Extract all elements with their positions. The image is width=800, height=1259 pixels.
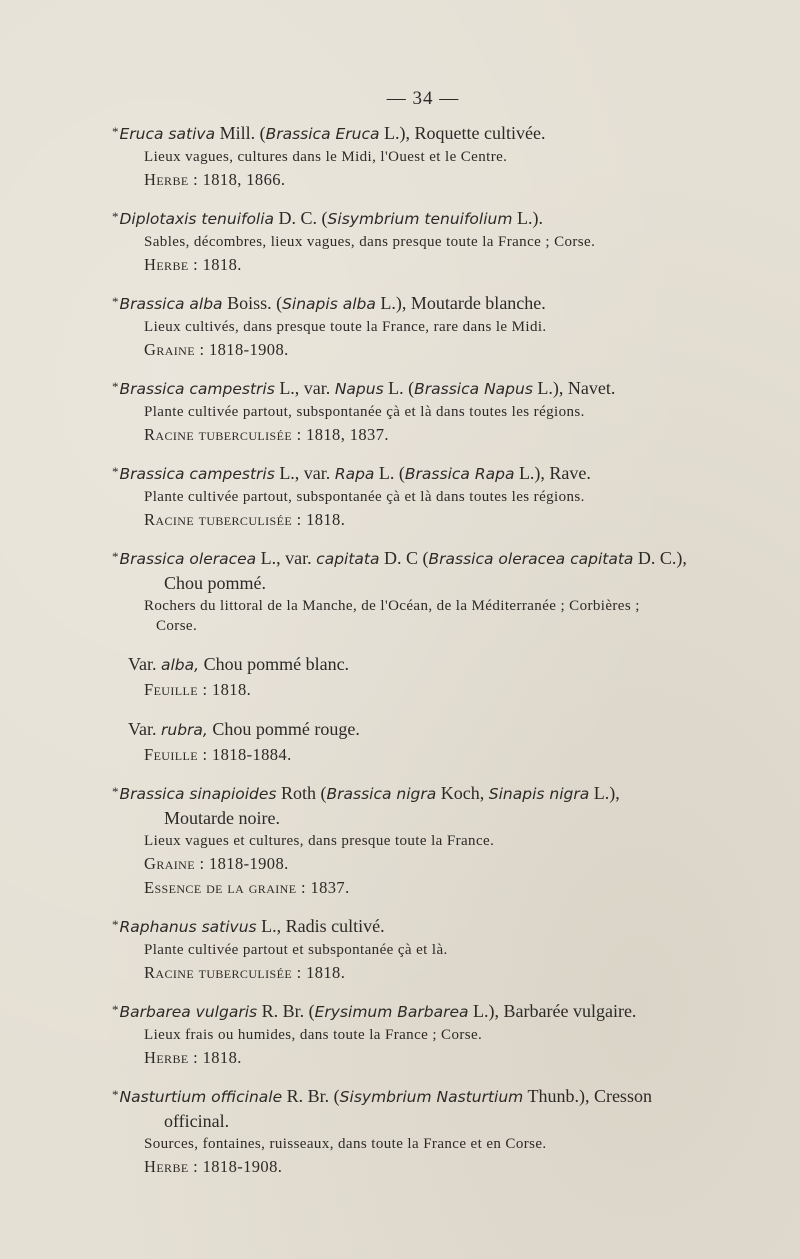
- species-entry-brassica-alba: [112, 290, 748, 361]
- used-part: Racine tuberculisée : 1818, 1837.: [144, 425, 389, 444]
- habitat: Sources, fontaines, ruisseaux, dans toute la France et en Corse.: [144, 1136, 547, 1152]
- scientific-name: Brassica campestris: [119, 380, 275, 398]
- scientific-name: Brassica oleracea: [119, 550, 257, 568]
- author: R. Br. (: [282, 1086, 340, 1106]
- common-name: Chou pommé blanc.: [199, 654, 350, 674]
- species-entry-eruca: [112, 120, 748, 191]
- scientific-name: Brassica sinapioides: [119, 785, 277, 803]
- habitat: Plante cultivée partout, subspontanée çà et là dans toutes les régions.: [144, 489, 585, 505]
- species-entry-nasturtium: [112, 1083, 748, 1178]
- common-name: Chou pommé.: [164, 573, 266, 593]
- scientific-name: Brassica campestris: [119, 465, 275, 483]
- variety-author: L. (: [374, 463, 405, 483]
- habitat-line: Rochers du littoral de la Manche, de l'Océan, de la Méditerranée ; Corbières ;: [144, 598, 640, 614]
- used-part: Feuille : 1818-1884.: [144, 745, 292, 764]
- cultivated-mark: *: [112, 1002, 119, 1017]
- cultivated-mark: *: [112, 1087, 119, 1102]
- species-entry-raphanus: [112, 913, 748, 984]
- variety-name: alba,: [161, 656, 200, 674]
- species-title: [112, 780, 748, 830]
- used-part: Graine : 1818-1908.: [144, 854, 289, 873]
- species-entry-barbarea: [112, 998, 748, 1069]
- synonym: Brassica Napus: [414, 380, 533, 398]
- habitat: Sables, décombres, lieux vagues, dans presque toute la France ; Corse.: [144, 234, 596, 250]
- used-part: Feuille : 1818.: [144, 680, 252, 699]
- cultivated-mark: *: [112, 294, 119, 309]
- scientific-name: Eruca sativa: [119, 125, 216, 143]
- used-part: Herbe : 1818, 1866.: [144, 170, 286, 189]
- habitat: Plante cultivée partout, subspontanée çà et là dans toutes les régions.: [144, 404, 585, 420]
- species-entry-diplotaxis: [112, 205, 748, 276]
- habitat: [144, 596, 748, 636]
- habitat: Lieux vagues et cultures, dans presque toute la France.: [144, 833, 495, 849]
- author: R. Br. (: [257, 1001, 315, 1021]
- common-name: L.), Barbarée vulgaire.: [468, 1001, 637, 1021]
- variety-rubra: [112, 717, 748, 766]
- scientific-name: Nasturtium officinale: [119, 1088, 283, 1106]
- common-name: Thunb.), Cresson: [523, 1086, 652, 1106]
- author-suffix: L.).: [512, 208, 543, 228]
- synonym: Brassica Eruca: [265, 125, 380, 143]
- habitat-line: Corse.: [156, 618, 198, 634]
- species-list: [112, 120, 748, 1192]
- synonym: Erysimum Barbarea: [314, 1003, 469, 1021]
- variety-alba: [112, 652, 748, 701]
- species-entry-napus: [112, 375, 748, 446]
- scientific-name: Diplotaxis tenuifolia: [119, 210, 275, 228]
- habitat: Lieux cultivés, dans presque toute la France, rare dans le Midi.: [144, 319, 547, 335]
- synonym-author: D. C.),: [633, 548, 687, 568]
- species-title: [112, 1083, 748, 1133]
- cultivated-mark: *: [112, 379, 119, 394]
- species-entry-rapa: [112, 460, 748, 531]
- common-name: Moutarde noire.: [164, 808, 280, 828]
- species-title: [112, 120, 748, 146]
- variety-author: D. C (: [379, 548, 429, 568]
- habitat: Plante cultivée partout et subspontanée çà et là.: [144, 942, 448, 958]
- used-part: Racine tuberculisée : 1818.: [144, 510, 346, 529]
- used-part: Herbe : 1818.: [144, 255, 242, 274]
- synonym: Sinapis alba: [282, 295, 376, 313]
- variety-title: [128, 717, 748, 742]
- species-title: [112, 545, 748, 595]
- used-part: Herbe : 1818.: [144, 1048, 242, 1067]
- common-name: L.), Moutarde blanche.: [375, 293, 546, 313]
- common-name: L., Radis cultivé.: [256, 916, 385, 936]
- synonym: Brassica nigra: [326, 785, 437, 803]
- variety-prefix: Var.: [128, 654, 161, 674]
- variety-name: rubra,: [161, 721, 208, 739]
- species-entry-oleracea: [112, 545, 748, 766]
- species-title: [112, 375, 748, 401]
- species-title: [112, 998, 748, 1024]
- author: D. C. (: [274, 208, 328, 228]
- cultivated-mark: *: [112, 464, 119, 479]
- species-title: [112, 290, 748, 316]
- species-title: [112, 205, 748, 231]
- cultivated-mark: *: [112, 124, 119, 139]
- synonym: Sinapis nigra: [488, 785, 590, 803]
- cultivated-mark: *: [112, 549, 119, 564]
- variety-name: Napus: [334, 380, 384, 398]
- used-part: Racine tuberculisée : 1818.: [144, 963, 346, 982]
- synonym: Brassica Rapa: [404, 465, 515, 483]
- variety-name: Rapa: [334, 465, 375, 483]
- habitat: Lieux frais ou humides, dans toute la France ; Corse.: [144, 1027, 483, 1043]
- used-part: Herbe : 1818-1908.: [144, 1157, 283, 1176]
- variety-prefix: Var.: [128, 719, 161, 739]
- used-part: Essence de la graine : 1837.: [144, 878, 350, 897]
- variety-title: [128, 652, 748, 677]
- author: Roth (: [276, 783, 327, 803]
- common-name: L.), Rave.: [514, 463, 591, 483]
- variety-name: capitata: [316, 550, 380, 568]
- habitat: Lieux vagues, cultures dans le Midi, l'Ouest et le Centre.: [144, 149, 508, 165]
- common-name: L.), Roquette cultivée.: [379, 123, 546, 143]
- synonym-author: L.),: [589, 783, 620, 803]
- cultivated-mark: *: [112, 209, 119, 224]
- author: Mill. (: [215, 123, 266, 143]
- synonym: Brassica oleracea capitata: [428, 550, 634, 568]
- synonym: Sisymbrium tenuifolium: [327, 210, 513, 228]
- author: L., var.: [256, 548, 317, 568]
- synonym-author: Koch,: [436, 783, 489, 803]
- cultivated-mark: *: [112, 917, 119, 932]
- common-name: Chou pommé rouge.: [207, 719, 360, 739]
- scientific-name: Barbarea vulgaris: [119, 1003, 258, 1021]
- species-entry-sinapioides: [112, 780, 748, 899]
- page-number: — 34 —: [386, 88, 460, 109]
- scientific-name: Brassica alba: [119, 295, 223, 313]
- species-title: [112, 460, 748, 486]
- author: L., var.: [274, 378, 335, 398]
- species-title: [112, 913, 748, 939]
- synonym: Sisymbrium Nasturtium: [339, 1088, 524, 1106]
- author: Boiss. (: [222, 293, 283, 313]
- used-part: Graine : 1818-1908.: [144, 340, 289, 359]
- common-name: L.), Navet.: [532, 378, 616, 398]
- variety-author: L. (: [383, 378, 415, 398]
- author: L., var.: [274, 463, 335, 483]
- scientific-name: Raphanus sativus: [119, 918, 257, 936]
- common-name-continued: officinal.: [164, 1111, 230, 1131]
- cultivated-mark: *: [112, 784, 119, 799]
